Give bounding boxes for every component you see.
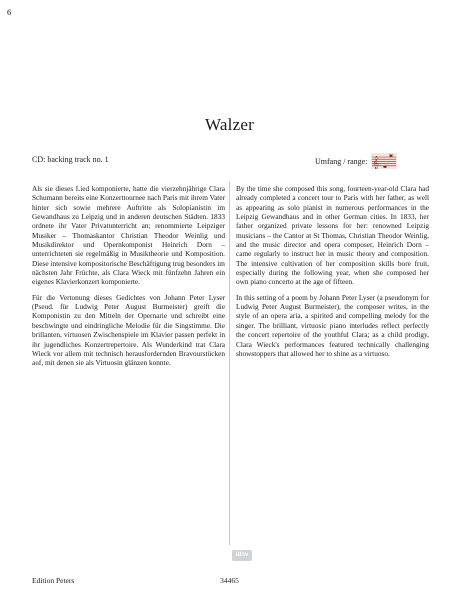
german-text-column xyxy=(32,184,225,374)
catalog-number: 34465 xyxy=(220,576,239,585)
svg-text:𝄞: 𝄞 xyxy=(372,156,380,169)
german-paragraph-1: Als sie dieses Lied komponierte, hatte die vierzehnjährige Clara Schumann bereits eine Konzerttournee nach Paris mit ihrem Vater hinter sich sowie mehrere Auftritte als Solopianistin im Gewandhaus zu Leipzig und in anderen deutschen Städten. 1833 ordnete ihr Vater Privatunterricht an; renommierte Leipziger Musiker – Thomaskantor Christian Theodor Weinlig und Musikdirektor und Opernkomponist Heinrich Dorn – unterrichteten sie regelmäßig in Musiktheorie und Komposition. Diese intensive kompositorische Beschäftigung trug besonders im nächsten Jahr Früchte, als Clara Wieck mit fünfzehn Jahren ein eigenes Klavierkonzert komponierte. xyxy=(32,184,225,287)
watermark-logo: idnv xyxy=(232,550,252,561)
vocal-range xyxy=(315,153,397,169)
column-divider xyxy=(229,182,230,545)
range-label: Umfang / range: xyxy=(315,156,368,166)
english-paragraph-1: By the time she composed this song, fourteen-year-old Clara had already completed a concert tour to Paris with her father, as well as appearing as solo pianist in numerous performances in the Leipzig Gewandhaus and in other German cities. In 1833, her father organized private lessons for her: renowned Leipzig musicians – the Cantor at St Thomas, Christian Theodor Weinlig, and the music director and opera composer, Heinrich Dorn – came regularly to instruct her in music theory and composition. The intensive cultivation of her composition skills bore fruit, especially during the following year, when she composed her own piano concerto at the age of fifteen. xyxy=(236,184,429,287)
german-paragraph-2: Für die Vertonung dieses Gedichtes von Johann Peter Lyser (Pseud. für Ludwig Peter August Burmeister) greift die Komponistin zu den Mitteln der Opernarie und schreibt eine beschwingte und eindringliche Melodie für die Singstimme. Die brillanten, virtuosen Zwischenspiele im Klavier passen perfekt in ihr jugendliches Konzertrepertoire. Als Wunderkind trat Clara Wieck vor allem mit technisch herausfordernden Bravourstücken auf, mit denen sie als Virtuosin glänzen konnte. xyxy=(32,292,225,368)
music-staff-range-icon xyxy=(371,153,397,169)
english-text-column xyxy=(236,184,429,364)
cd-backing-track-label: CD: backing track no. 1 xyxy=(32,155,109,164)
page-title: Walzer xyxy=(205,115,254,134)
publisher-name: Edition Peters xyxy=(32,576,75,585)
page-number: 6 xyxy=(7,7,12,17)
english-paragraph-2: In this setting of a poem by Johann Peter Lyser (a pseudonym for Ludwig Peter August Burmeister), the composer writes, in the style of an opera aria, a spirited and compelling melody for the singer. The brilliant, virtuosic piano interludes reflect perfectly the concert repertoire of the youthful Clara; as a child prodigy, Clara Wieck's performances featured technically challenging showstoppers that allowed her to shine as a virtuoso. xyxy=(236,292,429,358)
